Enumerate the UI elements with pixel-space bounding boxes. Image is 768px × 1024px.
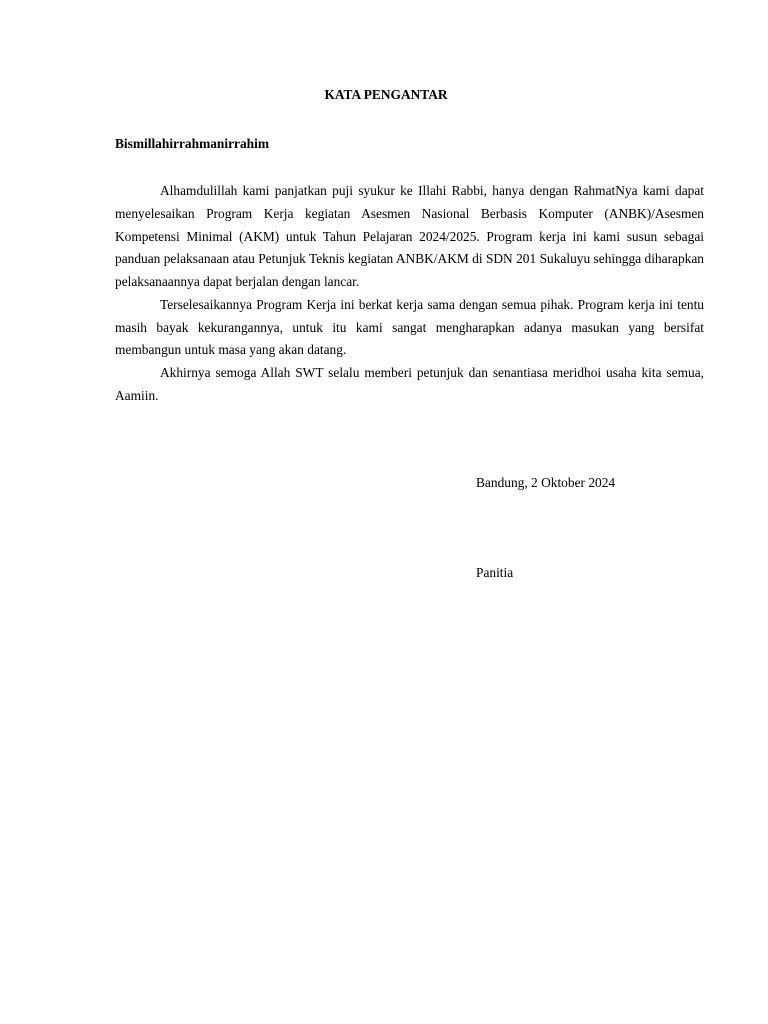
paragraph-1: Alhamdulillah kami panjatkan puji syukur ke Illahi Rabbi, hanya dengan RahmatNya kami dapat menyelesaikan Program Kerja kegiatan Asesmen Nasional Berbasis Komputer (ANBK)/Asesmen Kompetensi Minimal (AKM) untuk Tahun Pelajaran 2024/2025. Program kerja ini kami susun sebagai panduan pelaksanaan atau Petunjuk Teknis kegiatan ANBK/AKM di SDN 201 Sukaluyu sehingga diharapkan pelaksanaannya dapat berjalan dengan lancar. bbox=[115, 183, 704, 289]
paragraph-2: Terselesaikannya Program Kerja ini berkat kerja sama dengan semua pihak. Program kerja ini tentu masih bayak kekurangannya, untuk itu kami sangat mengharapkan adanya masukan yang bersifat membangun untuk masa yang akan datang. bbox=[115, 296, 704, 358]
page-title: KATA PENGANTAR bbox=[324, 87, 448, 102]
paragraph-3: Akhirnya semoga Allah SWT selalu memberi petunjuk dan senantiasa meridhoi usaha kita semua, Aamiin. bbox=[115, 365, 704, 403]
body-text bbox=[115, 180, 704, 408]
signer-name: Panitia bbox=[476, 565, 514, 580]
place-date: Bandung, 2 Oktober 2024 bbox=[476, 475, 616, 490]
opening-phrase: Bismillahirrahmanirrahim bbox=[115, 136, 269, 151]
